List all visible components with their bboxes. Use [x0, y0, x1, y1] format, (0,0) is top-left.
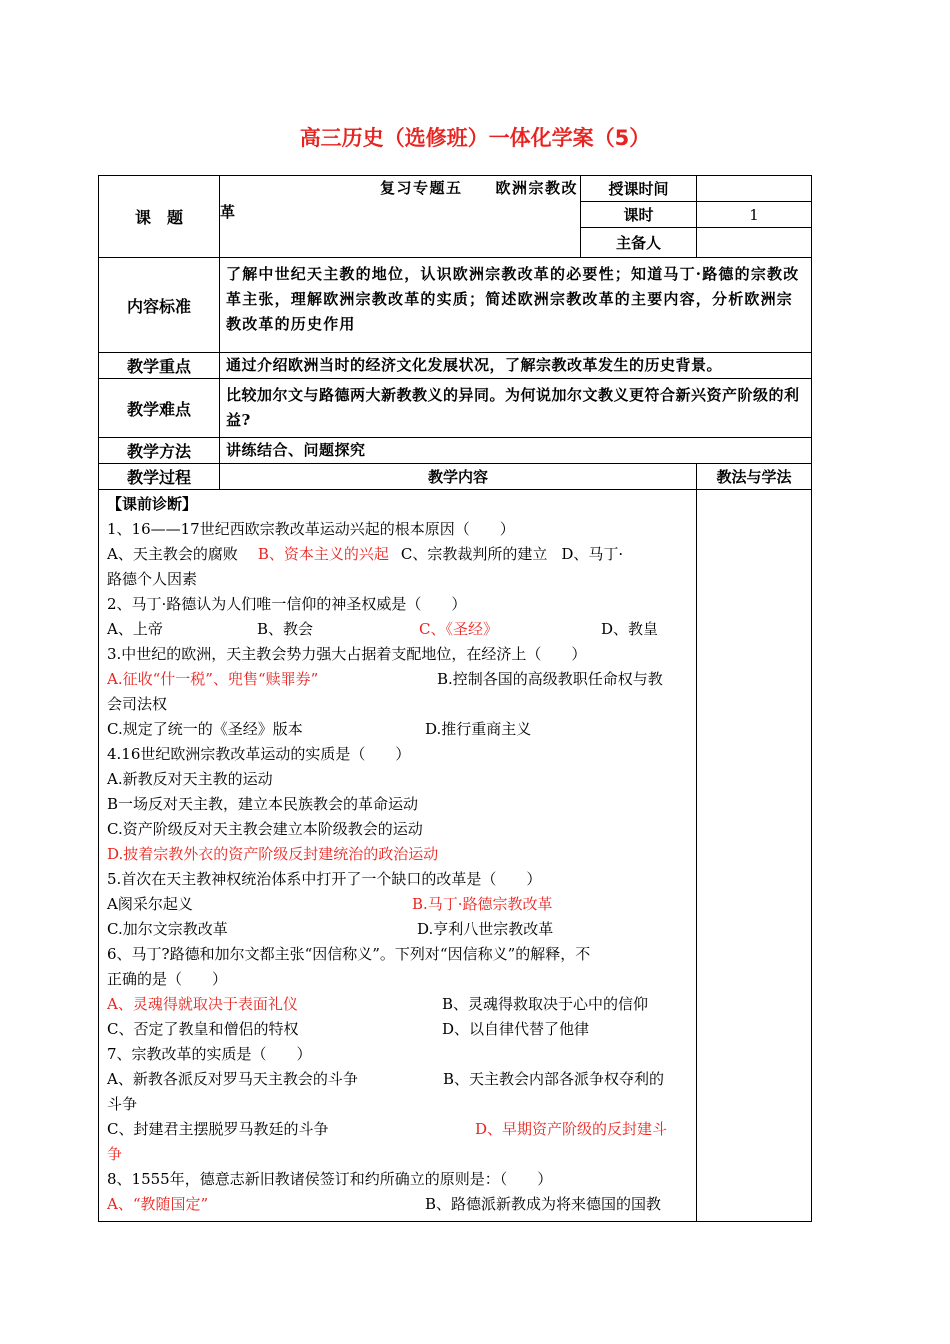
approach-cell [697, 490, 812, 1222]
question-8-options-ab [107, 1192, 690, 1217]
time-value [697, 176, 812, 202]
key-point-label: 教学重点 [99, 353, 220, 379]
lesson-plan-table [98, 175, 812, 1222]
q3-option-b-cont: 会司法权 [107, 695, 168, 713]
q1-option-c: C、宗教裁判所的建立 [400, 545, 548, 563]
question-2: 2、马丁·路德认为人们唯一信仰的神圣权威是（ ） [107, 595, 467, 613]
period-label: 课时 [581, 202, 697, 228]
question-7-options-cd [107, 1117, 690, 1142]
q2-option-b: B、教会 [257, 620, 314, 638]
preparer-label: 主备人 [581, 228, 697, 258]
q7-option-b-cont: 斗争 [107, 1095, 138, 1113]
q7-option-a: A、新教各派反对罗马天主教会的斗争 [107, 1070, 358, 1088]
topic-label: 课 题 [99, 176, 220, 258]
question-6-cont: 正确的是（ ） [107, 970, 228, 988]
question-5-options-cd [107, 917, 690, 942]
question-5: 5.首次在天主教神权统治体系中打开了一个缺口的改革是（ ） [107, 870, 542, 888]
q2-option-c: C、《圣经》 [419, 620, 498, 638]
question-1: 1、16——17世纪西欧宗教改革运动兴起的根本原因（ ） [107, 520, 515, 538]
difficulty-text: 比较加尔文与路德两大新教教义的异同。为何说加尔文教义更符合新兴资产阶级的利益? [220, 379, 812, 438]
q1-option-d: D、马丁· [561, 545, 624, 563]
q6-option-a: A、灵魂得就取决于表面礼仪 [107, 995, 298, 1013]
topic-line-1: 复习专题五 欧洲宗教改 [379, 179, 578, 197]
q7-option-c: C、封建君主摆脱罗马教廷的斗争 [107, 1120, 329, 1138]
q2-option-d: D、教皇 [601, 620, 659, 638]
question-1-options [107, 542, 690, 567]
q7-option-d: D、早期资产阶级的反封建斗 [475, 1120, 668, 1138]
method-label: 教学方法 [99, 438, 220, 464]
q5-option-c: C.加尔文宗教改革 [107, 920, 228, 938]
q1-option-a: A、天主教会的腐败 [107, 545, 238, 563]
question-2-options [107, 617, 690, 642]
page-title: 高三历史（选修班）一体化学案（5） [299, 126, 651, 150]
q7-option-d-cont: 争 [107, 1145, 123, 1163]
question-7: 7、宗教改革的实质是（ ） [107, 1045, 312, 1063]
q7-option-b: B、天主教会内部各派争权夺利的 [443, 1070, 665, 1088]
question-6-options-ab [107, 992, 690, 1017]
question-8: 8、1555年，德意志新旧教诸侯签订和约所确立的原则是：（ ） [107, 1170, 553, 1188]
approach-header: 教法与学法 [697, 464, 812, 490]
q2-option-a: A、上帝 [107, 620, 163, 638]
q5-option-a: A阂采尔起义 [107, 895, 193, 913]
q4-option-a: A.新教反对天主教的运动 [107, 770, 273, 788]
q4-option-b: B一场反对天主教，建立本民族教会的革命运动 [107, 795, 419, 813]
q4-option-d: D.披着宗教外衣的资产阶级反封建统治的政治运动 [107, 845, 439, 863]
question-5-options-ab [107, 892, 690, 917]
difficulty-label: 教学难点 [99, 379, 220, 438]
period-value: 1 [697, 202, 812, 228]
method-text: 讲练结合、问题探究 [220, 438, 812, 464]
q5-option-b: B.马丁·路德宗教改革 [412, 895, 553, 913]
content-header: 教学内容 [220, 464, 697, 490]
q6-option-c: C、否定了教皇和僧侣的特权 [107, 1020, 299, 1038]
q8-option-a: A、“教随国定” [107, 1195, 209, 1213]
q8-option-b: B、路德派新教成为将来德国的国教 [425, 1195, 662, 1213]
teaching-content [99, 490, 697, 1222]
question-3: 3.中世纪的欧洲，天主教会势力强大占据着支配地位，在经济上（ ） [107, 645, 587, 663]
preparer-value [697, 228, 812, 258]
q3-option-b: B.控制各国的高级教职任命权与教 [437, 670, 663, 688]
process-label: 教学过程 [99, 464, 220, 490]
q1-option-b: B、资本主义的兴起 [257, 545, 389, 563]
topic-line-2: 革 [220, 203, 237, 221]
question-4: 4.16世纪欧洲宗教改革运动的实质是（ ） [107, 745, 411, 763]
question-6: 6、马丁?路德和加尔文都主张“因信称义”。下列对“因信称义”的解释，不 [107, 945, 591, 963]
q6-option-d: D、以自律代替了他律 [442, 1020, 590, 1038]
key-point-text: 通过介绍欧洲当时的经济文化发展状况，了解宗教改革发生的历史背景。 [220, 353, 812, 379]
question-7-options-ab [107, 1067, 690, 1092]
q1-option-d-cont: 路德个人因素 [107, 570, 198, 588]
section-heading: 【课前诊断】 [107, 495, 198, 513]
standard-label: 内容标准 [99, 258, 220, 353]
standard-text: 了解中世纪天主教的地位，认识欧洲宗教改革的必要性；知道马丁·路德的宗教改革主张，理解欧洲宗教改革的实质；简述欧洲宗教改革的主要内容，分析欧洲宗教改革的历史作用 [220, 258, 812, 353]
q5-option-d: D.亨利八世宗教改革 [417, 920, 554, 938]
question-3-options-cd [107, 717, 690, 742]
time-label: 授课时间 [581, 176, 697, 202]
q4-option-c: C.资产阶级反对天主教会建立本阶级教会的运动 [107, 820, 423, 838]
question-3-options-ab [107, 667, 690, 692]
q3-option-c: C.规定了统一的《圣经》版本 [107, 720, 303, 738]
topic-cell [220, 176, 581, 258]
q3-option-a: A.征收“什一税”、兜售“赎罪券” [107, 670, 319, 688]
question-6-options-cd [107, 1017, 690, 1042]
q3-option-d: D.推行重商主义 [425, 720, 532, 738]
q6-option-b: B、灵魂得救取决于心中的信仰 [442, 995, 649, 1013]
